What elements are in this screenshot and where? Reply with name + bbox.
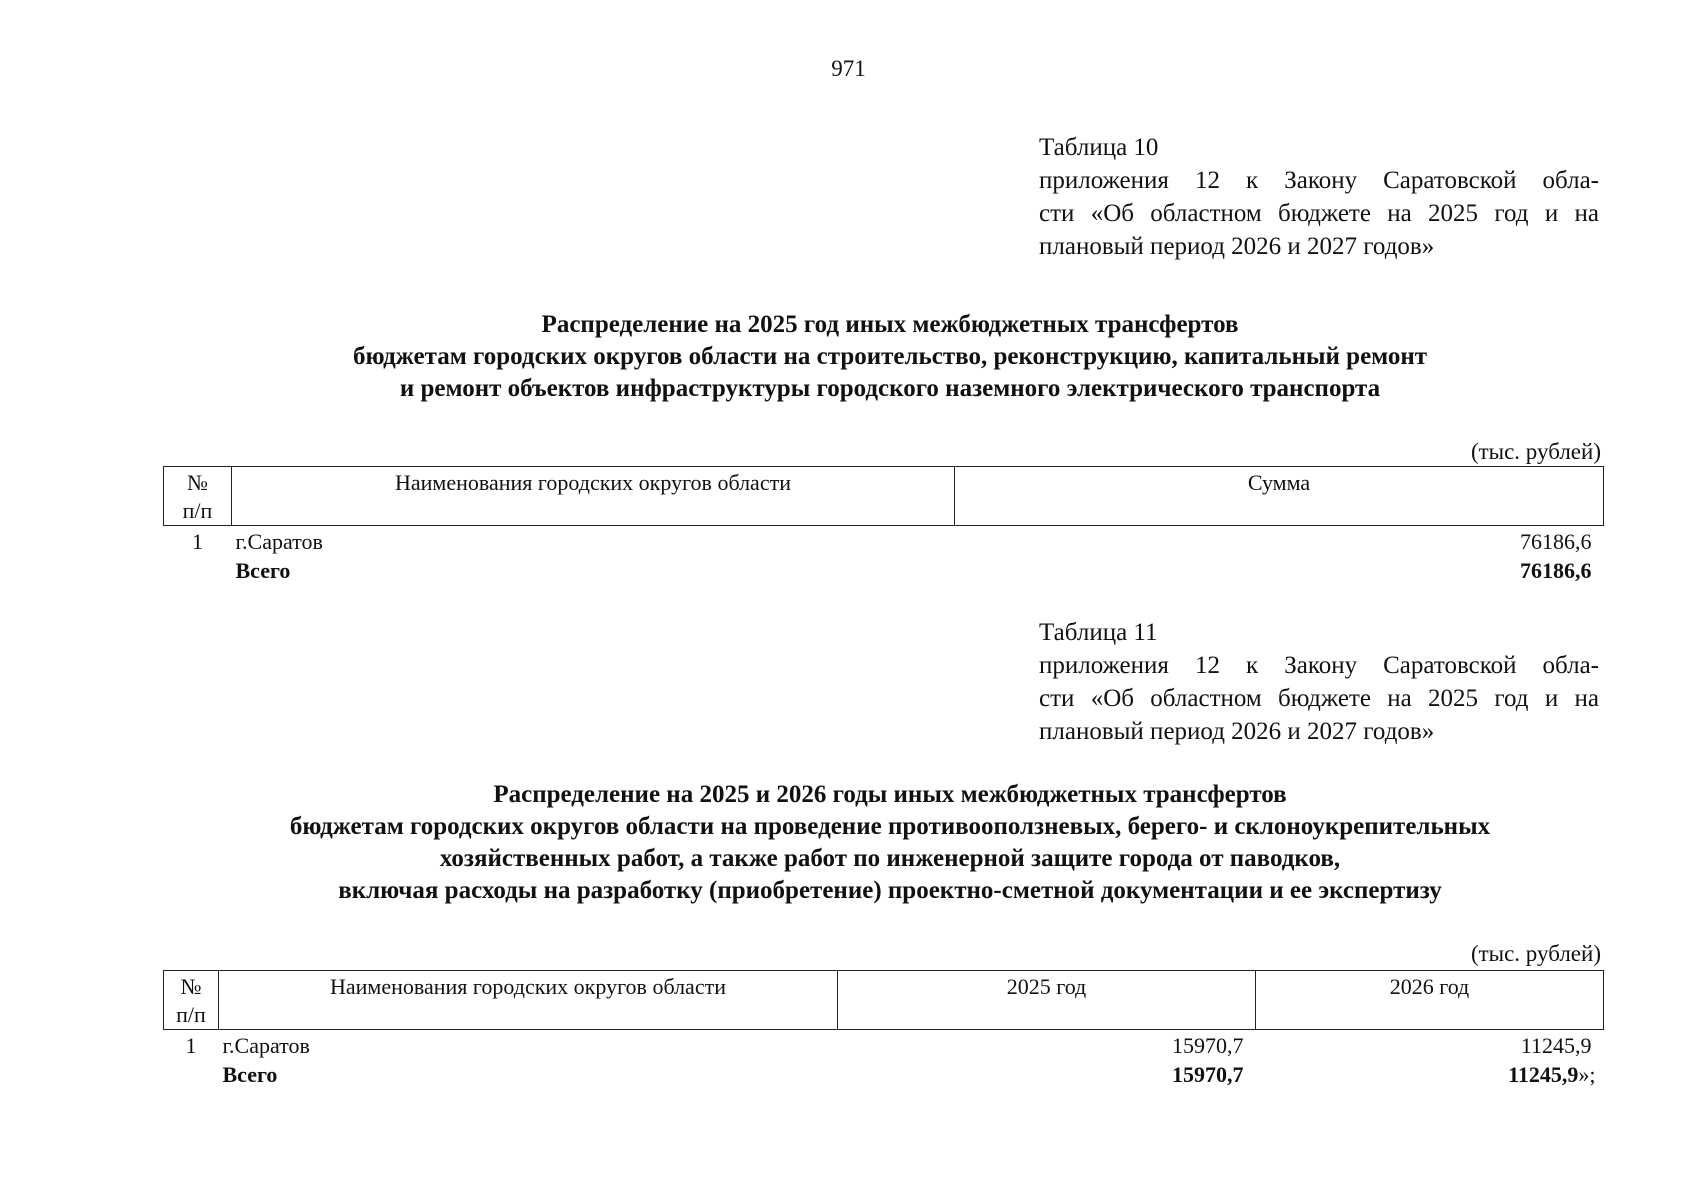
table10-caption-label: Таблица 10 — [1039, 134, 1159, 161]
table11-total-label: Всего — [222, 1062, 278, 1087]
table10-total-num — [164, 556, 232, 585]
table10-row-sum: 76186,6 — [1520, 529, 1592, 554]
table11-title-line3: хозяйственных работ, а также работ по инженерной защите города от паводков, — [439, 845, 1341, 872]
table10-units: (тыс. рублей) — [1470, 439, 1601, 464]
table10-caption-line3: плановый период 2026 и 2027 годов» — [1039, 233, 1435, 260]
table10-header-name: Наименования городских округов области — [232, 467, 955, 526]
table11-row — [164, 1030, 1604, 1061]
table11-caption-label: Таблица 11 — [1039, 619, 1158, 646]
table10 — [163, 466, 1604, 585]
table10-title-line3: и ремонт объектов инфраструктуры городского наземного электрического транспорта — [399, 375, 1381, 402]
page-number: 971 — [831, 56, 866, 81]
table10-header-sum: Сумма — [955, 467, 1604, 526]
table11-total-num — [164, 1060, 219, 1089]
table11-header-2026: 2026 год — [1256, 971, 1604, 1030]
table11-title-line4: включая расходы на разработку (приобретение) проектно-сметной документации и ее экспертизу — [338, 877, 1442, 904]
table10-caption — [1039, 131, 1599, 263]
table11-header-2025: 2025 год — [838, 971, 1256, 1030]
table10-row-name: г.Саратов — [235, 529, 323, 554]
table11-header-num: № п/п — [164, 971, 219, 1030]
table10-caption-line2: сти «Об областном бюджете на 2025 год и на — [1039, 200, 1599, 227]
table11-units: (тыс. рублей) — [1470, 941, 1601, 966]
table11-caption-line2: сти «Об областном бюджете на 2025 год и на — [1039, 685, 1599, 712]
table11-row-2025: 15970,7 — [1172, 1033, 1244, 1058]
table10-title-line2: бюджетам городских округов области на строительство, реконструкцию, капитальный ремонт — [352, 343, 1428, 370]
table11-title-line1: Распределение на 2025 и 2026 годы иных межбюджетных трансфертов — [493, 781, 1287, 808]
table11 — [163, 970, 1604, 1089]
table11-caption — [1039, 616, 1599, 748]
table11-header-row — [164, 971, 1604, 1030]
table10-title-line1: Распределение на 2025 год иных межбюджетных трансфертов — [541, 311, 1239, 338]
table11-title-line2: бюджетам городских округов области на проведение противооползневых, берего- и склоноукрепительных — [289, 813, 1491, 840]
table11-title — [0, 779, 1697, 907]
table11-row-2026: 11245,9 — [1520, 1033, 1592, 1058]
table11-caption-line1: приложения 12 к Закону Саратовской обла- — [1039, 652, 1599, 679]
table11-row-name: г.Саратов — [222, 1033, 310, 1058]
table10-caption-line1: приложения 12 к Закону Саратовской обла- — [1039, 167, 1599, 194]
table10-header-row — [164, 467, 1604, 526]
table10-total-label: Всего — [235, 558, 291, 583]
table10-header-num: № п/п — [164, 467, 232, 526]
table11-total-2025: 15970,7 — [1172, 1062, 1244, 1087]
table10-row-num: 1 — [192, 529, 203, 554]
table11-row-num: 1 — [185, 1033, 197, 1058]
table11-total-row — [164, 1060, 1604, 1089]
table11-total-suffix: »; — [1578, 1062, 1596, 1087]
table10-total-row — [164, 556, 1604, 585]
table10-row — [164, 526, 1604, 557]
table11-total-2026-cell — [1256, 1060, 1604, 1089]
table10-total-sum: 76186,6 — [1520, 558, 1592, 583]
table11-header-name: Наименования городских округов области — [219, 971, 838, 1030]
table10-title — [0, 309, 1697, 405]
table11-caption-line3: плановый период 2026 и 2027 годов» — [1039, 718, 1435, 745]
table11-total-2026: 11245,9 — [1508, 1062, 1579, 1087]
